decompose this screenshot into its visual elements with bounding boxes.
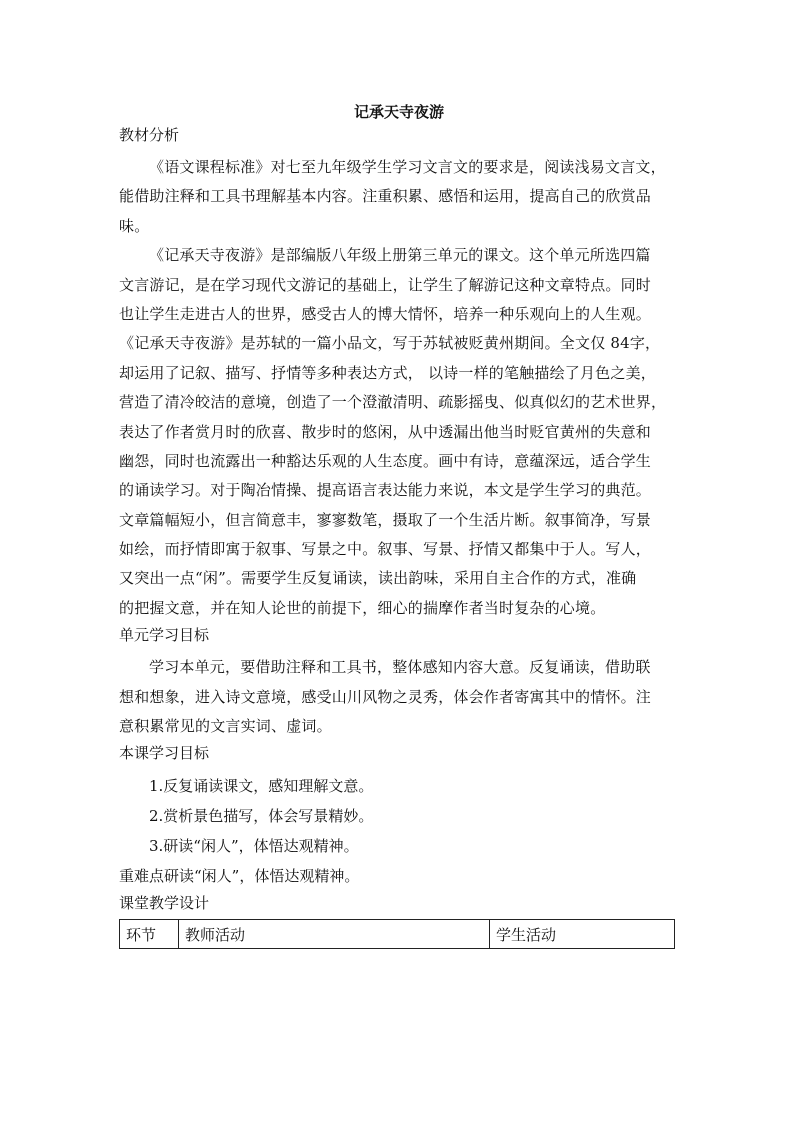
section-heading-lesson-goals: 本课学习目标 (119, 744, 210, 763)
table-header-teacher-activity: 教师活动 (179, 920, 490, 949)
paragraph-line: 文言游记，是在学习现代文游记的基础上，让学生了解游记这种文章特点。同时 (119, 275, 652, 294)
paragraph-unit-goals (119, 653, 679, 741)
document-page (119, 101, 679, 949)
paragraph-line: 想和想象，进入诗文意境，感受山川风物之灵秀，体会作者寄寓其中的情怀。注 (119, 687, 652, 706)
paragraph-line: 《记承天寺夜游》是苏轼的一篇小品文，写于苏轼被贬黄州期间。全文仅 84字， (119, 334, 661, 353)
paragraph-line: 意积累常见的文言实词、虚词。 (119, 717, 332, 736)
paragraph-line: 却运用了记叙、描写、抒情等多种表达方式， 以诗一样的笔触描绘了月色之美， (119, 363, 656, 382)
paragraph-line: 如绘，而抒情即寓于叙事、写景之中。叙事、写景、抒情又都集中于人。写人， (119, 540, 652, 559)
document-title: 记承天寺夜游 (353, 103, 444, 121)
paragraph-curriculum-standard (119, 153, 679, 241)
paragraph-line: 《语文课程标准》对七至九年级学生学习文言文的要求是，阅读浅易文言文， (149, 158, 666, 176)
paragraph-line: 的诵读学习。对于陶冶情操、提高语言表达能力来说，本文是学生学习的典范。 (119, 481, 652, 500)
paragraph-line: 又突出一点“闲”。需要学生反复诵读，读出韵味，采用自主合作的方式，准确 (119, 569, 637, 588)
paragraph-line: 营造了清冷皎洁的意境，创造了一个澄澈清明、疏影摇曳、似真似幻的艺术世界， (119, 393, 667, 412)
paragraph-text-analysis (119, 241, 679, 623)
paragraph-line: 幽怨，同时也流露出一种豁达乐观的人生态度。画中有诗，意蕴深远，适合学生 (119, 451, 652, 470)
lesson-goal-item: 1.反复诵读课文，感知理解文意。 (149, 777, 374, 796)
section-heading-class-design: 课堂教学设计 (119, 894, 210, 913)
key-point-text: 重难点研读“闲人”，体悟达观精神。 (119, 867, 360, 886)
lesson-goal-item: 2.赏析景色描写，体会写景精妙。 (149, 807, 374, 826)
paragraph-line: 能借助注释和工具书理解基本内容。注重积累、感悟和运用，提高自己的欣赏品 (119, 187, 652, 206)
paragraph-line: 的把握文意，并在知人论世的前提下，细心的揣摩作者当时复杂的心境。 (119, 598, 606, 617)
section-heading-material-analysis: 教材分析 (119, 126, 180, 144)
lesson-goal-item: 3.研读“闲人”，体悟达观精神。 (149, 837, 359, 856)
paragraph-line: 学习本单元，要借助注释和工具书，整体感知内容大意。反复诵读，借助联 (149, 658, 651, 677)
table-header-stage: 环节 (120, 920, 179, 949)
table-header-student-activity: 学生活动 (490, 920, 675, 949)
paragraph-line: 文章篇幅短小，但言简意丰，寥寥数笔，摄取了一个生活片断。叙事简净，写景 (119, 510, 652, 529)
table-header-row (120, 920, 675, 949)
paragraph-line: 表达了作者赏月时的欣喜、散步时的悠闲，从中透漏出他当时贬官黄州的失意和 (119, 422, 652, 441)
class-design-table (119, 919, 675, 949)
paragraph-line: 《记承天寺夜游》是部编版八年级上册第三单元的课文。这个单元所选四篇 (149, 246, 651, 265)
paragraph-line: 也让学生走进古人的世界，感受古人的博大情怀，培养一种乐观向上的人生观。 (119, 304, 652, 323)
paragraph-line: 味。 (119, 216, 150, 235)
section-heading-unit-goals: 单元学习目标 (119, 626, 210, 645)
